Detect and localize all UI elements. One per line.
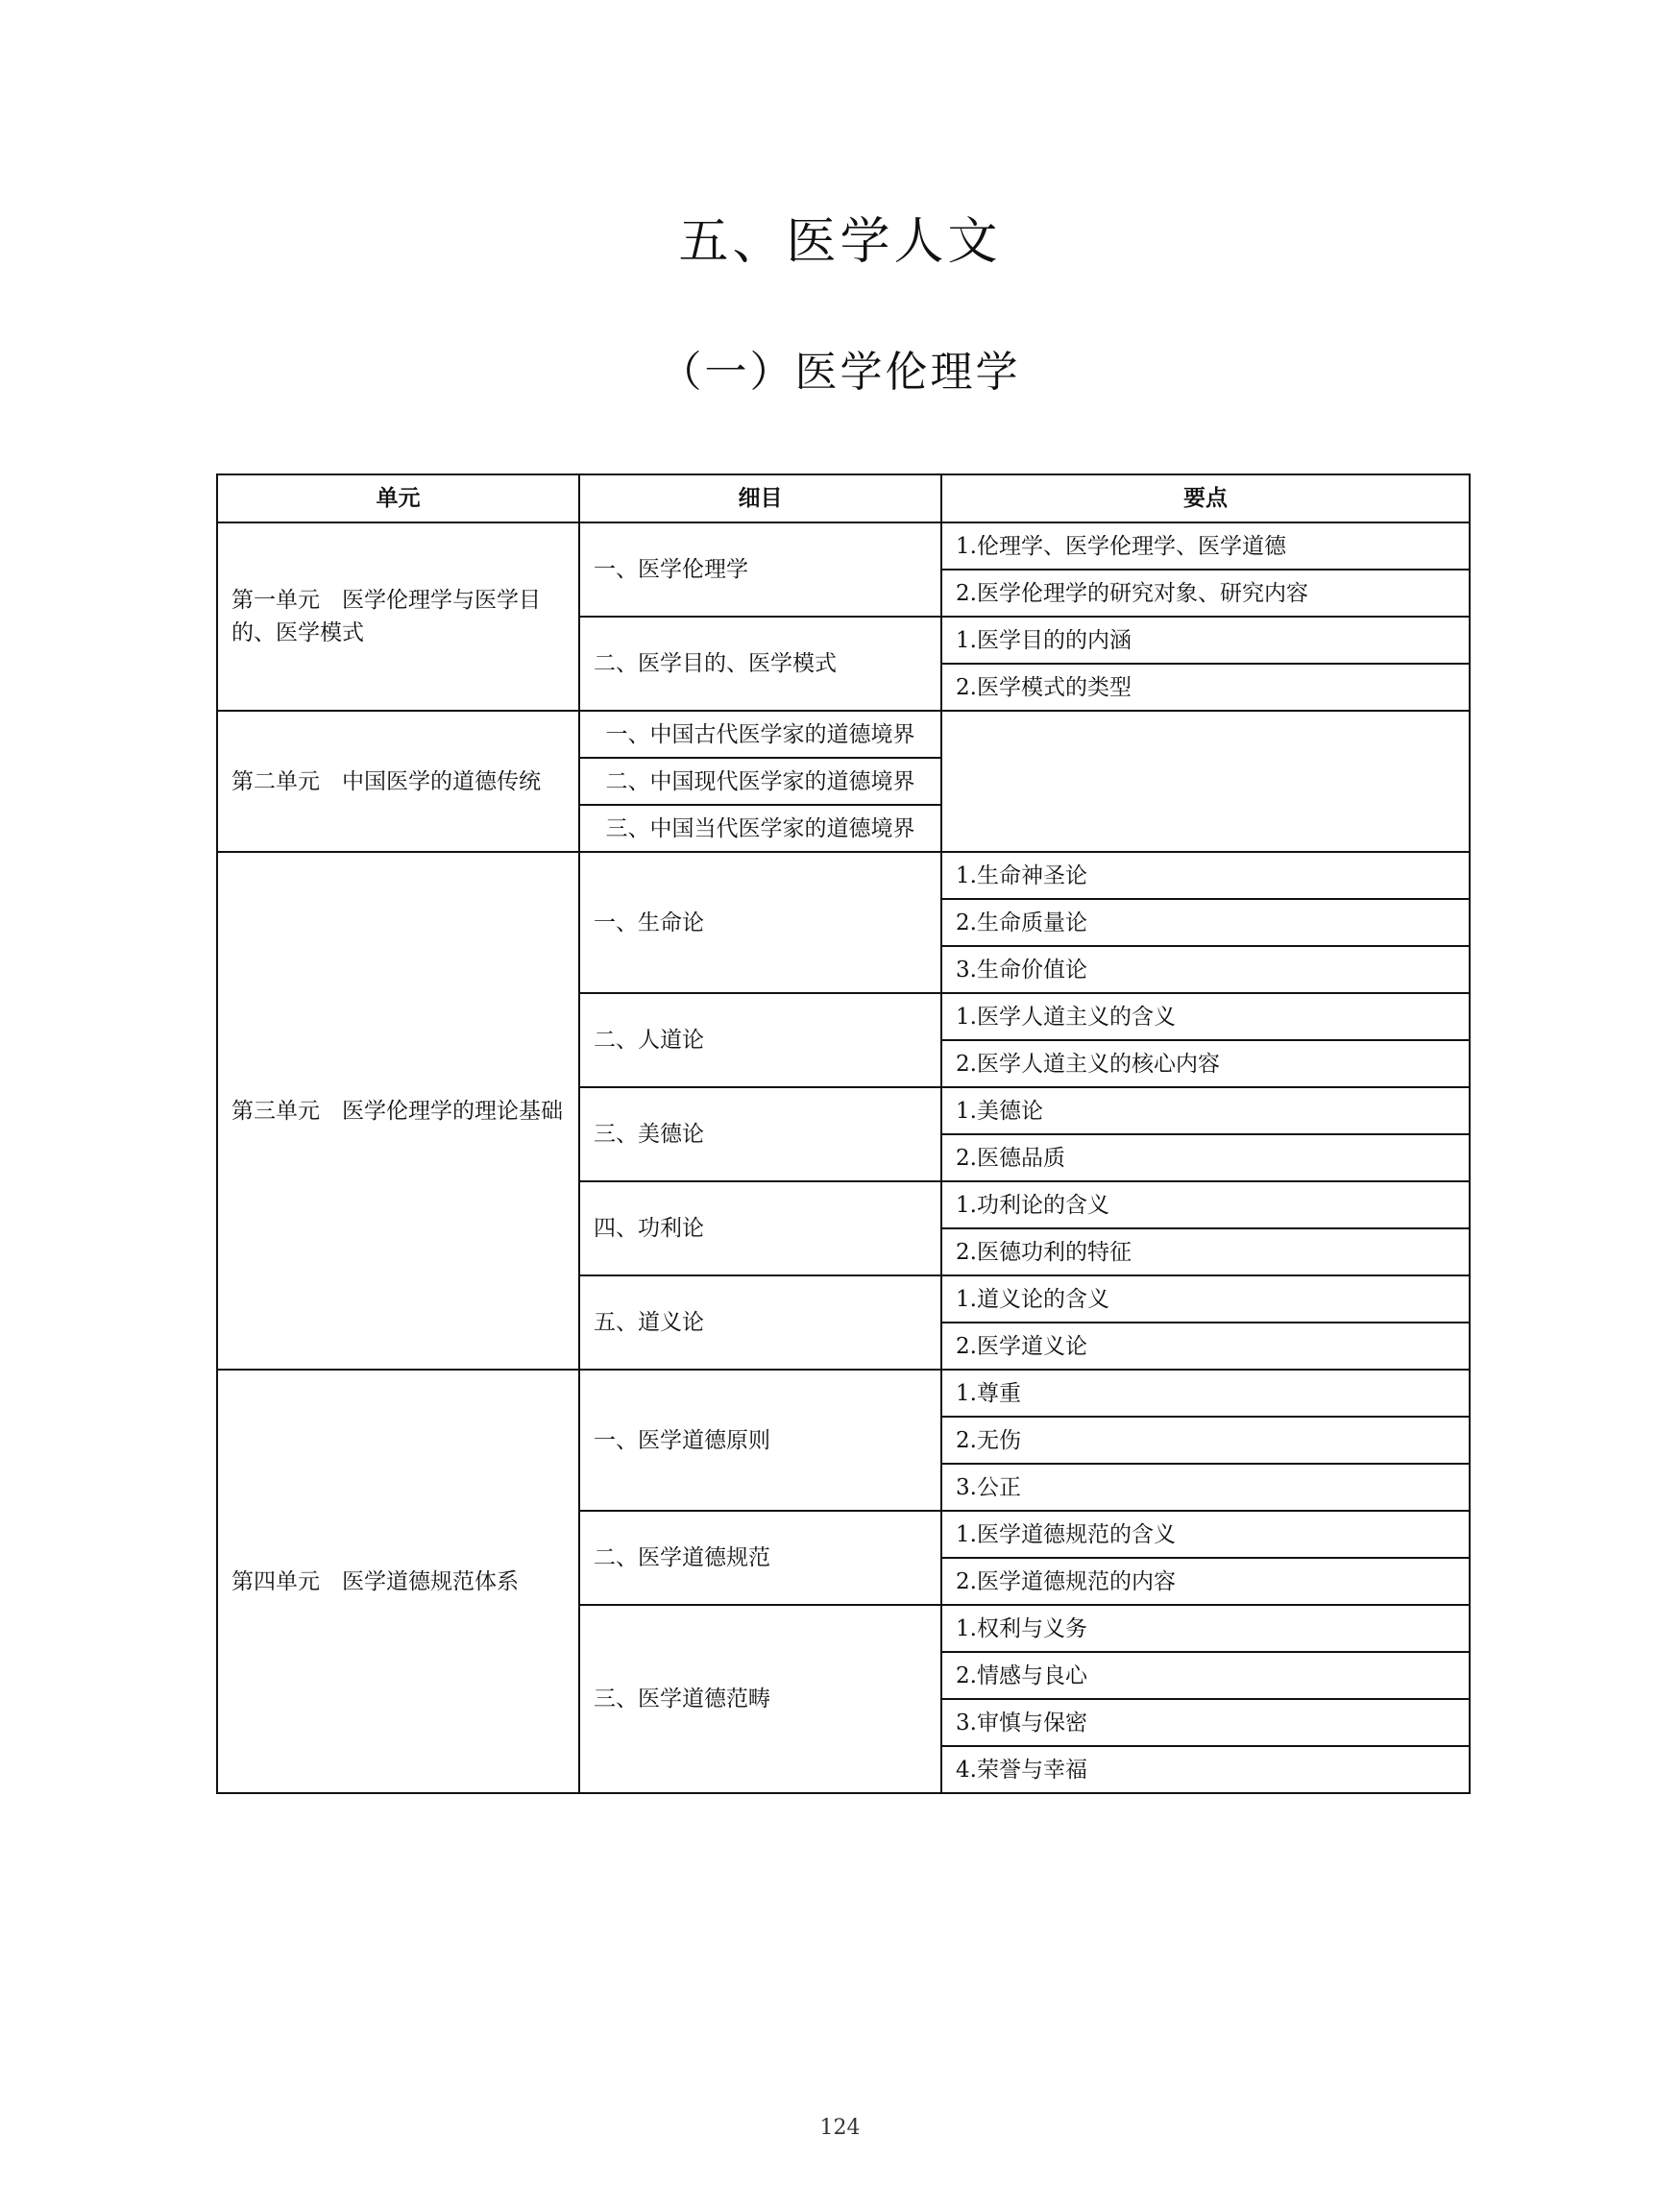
item-cell: 四、功利论 [579, 1181, 941, 1275]
item-cell: 二、医学道德规范 [579, 1511, 941, 1605]
point-cell: 2.医学道德规范的内容 [941, 1558, 1470, 1605]
point-cell: 1.美德论 [941, 1087, 1470, 1134]
item-cell: 一、医学道德原则 [579, 1370, 941, 1511]
item-cell: 五、道义论 [579, 1275, 941, 1370]
item-cell: 三、美德论 [579, 1087, 941, 1181]
point-cell: 2.生命质量论 [941, 899, 1470, 946]
point-cell: 2.医学道义论 [941, 1323, 1470, 1370]
header-unit: 单元 [217, 474, 579, 522]
item-cell: 二、医学目的、医学模式 [579, 617, 941, 711]
point-cell: 1.医学道德规范的含义 [941, 1511, 1470, 1558]
item-cell: 一、生命论 [579, 852, 941, 993]
section-title: （一）医学伦理学 [659, 348, 1021, 397]
point-cell: 2.医德功利的特征 [941, 1228, 1470, 1275]
unit-cell: 第三单元 医学伦理学的理论基础 [217, 852, 579, 1370]
point-cell: 1.道义论的含义 [941, 1275, 1470, 1323]
point-cell: 2.无伤 [941, 1417, 1470, 1464]
page-title: 五、医学人文 [678, 213, 1002, 271]
point-cell: 1.生命神圣论 [941, 852, 1470, 899]
item-cell: 三、中国当代医学家的道德境界 [579, 805, 941, 852]
point-cell: 2.情感与良心 [941, 1652, 1470, 1699]
point-cell-empty [941, 711, 1470, 852]
point-cell: 1.权利与义务 [941, 1605, 1470, 1652]
point-cell: 3.公正 [941, 1464, 1470, 1511]
item-cell: 三、医学道德范畴 [579, 1605, 941, 1793]
header-item: 细目 [579, 474, 941, 522]
point-cell: 2.医德品质 [941, 1134, 1470, 1181]
table-row [217, 711, 1470, 758]
point-cell: 1.伦理学、医学伦理学、医学道德 [941, 522, 1470, 570]
point-cell: 1.功利论的含义 [941, 1181, 1470, 1228]
unit-cell: 第二单元 中国医学的道德传统 [217, 711, 579, 852]
table-body [217, 522, 1470, 1793]
point-cell: 1.医学目的的内涵 [941, 617, 1470, 664]
unit-cell: 第一单元 医学伦理学与医学目的、医学模式 [217, 522, 579, 711]
table-row [217, 1370, 1470, 1417]
point-cell: 2.医学模式的类型 [941, 664, 1470, 711]
point-cell: 2.医学人道主义的核心内容 [941, 1040, 1470, 1087]
item-cell: 二、人道论 [579, 993, 941, 1087]
page-number: 124 [819, 2116, 861, 2140]
point-cell: 1.医学人道主义的含义 [941, 993, 1470, 1040]
table-header [217, 474, 1470, 522]
table-row [217, 522, 1470, 570]
unit-cell: 第四单元 医学道德规范体系 [217, 1370, 579, 1793]
table-row [217, 852, 1470, 899]
header-row [217, 474, 1470, 522]
point-cell: 1.尊重 [941, 1370, 1470, 1417]
point-cell: 4.荣誉与幸福 [941, 1746, 1470, 1793]
item-cell: 一、中国古代医学家的道德境界 [579, 711, 941, 758]
syllabus-table [216, 473, 1471, 1794]
item-cell: 一、医学伦理学 [579, 522, 941, 617]
point-cell: 3.生命价值论 [941, 946, 1470, 993]
point-cell: 2.医学伦理学的研究对象、研究内容 [941, 570, 1470, 617]
item-cell: 二、中国现代医学家的道德境界 [579, 758, 941, 805]
header-point: 要点 [941, 474, 1470, 522]
point-cell: 3.审慎与保密 [941, 1699, 1470, 1746]
